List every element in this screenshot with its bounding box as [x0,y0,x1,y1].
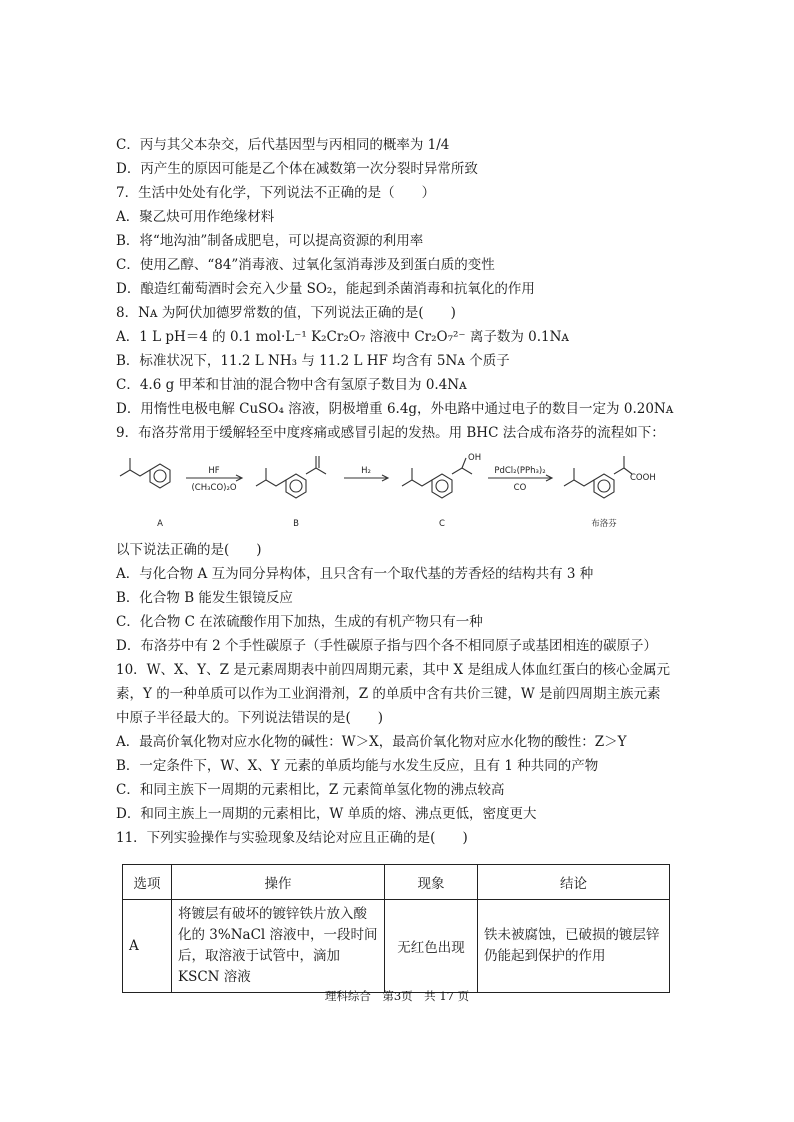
compound-a-label: A [157,519,163,529]
q9-option-a: A．与化合物 A 互为同分异构体，且只含有一个取代基的芳香烃的结构共有 3 种 [116,566,594,582]
compound-b-label: B [293,519,299,529]
reagent-1-top: HF [208,466,220,476]
page-footer: 理科综合 第3页 共 17 页 [324,989,470,1003]
question-7-stem: 7．生活中处处有化学，下列说法不正确的是（ ） [116,185,436,201]
q8-option-a: A．1 L pH＝4 的 0.1 mol·L⁻¹ K₂Cr₂O₇ 溶液中 Cr₂O₇²⁻ 离子数为 0.1Nᴀ [116,329,570,345]
question-9-stem: 9．布洛芬常用于缓解轻至中度疼痛或感冒引起的发热。用 BHC 法合成布洛芬的流程如下： [116,425,665,441]
carboxyl-label: COOH [630,473,656,483]
q10-option-a: A．最高价氧化物对应水化物的碱性：W＞X，最高价氧化物对应水化物的酸性：Z＞Y [116,734,627,750]
ibuprofen-structure [564,456,632,498]
text-line: D．丙产生的原因可能是乙个体在减数第一次分裂时异常所致 [116,161,478,177]
q9-prompt: 以下说法正确的是( ) [116,542,262,558]
q7-option-a: A．聚乙炔可用作绝缘材料 [116,209,275,225]
q9-option-b: B．化合物 B 能发生银镜反应 [116,590,293,606]
ibuprofen-label: 布洛芬 [591,519,617,529]
compound-a-structure [120,458,170,488]
ibuprofen-synthesis-scheme [116,448,676,540]
q8-option-d: D．用惰性电极电解 CuSO₄ 溶液，阴极增重 6.4g，外电路中通过电子的数目一定为 0.20Nᴀ [116,401,674,417]
row-conclusion: 铁未被腐蚀，已破损的镀层锌仍能起到保护的作用 [478,900,670,993]
reaction-scheme-svg [116,448,676,540]
header-operation: 操作 [172,865,385,900]
compound-c-label: C [439,519,445,529]
q9-option-c: C．化合物 C 在浓硫酸作用下加热，生成的有机产物只有一种 [116,614,483,630]
question-10-stem-line-3: 中原子半径最大的。下列说法错误的是( ) [116,710,384,726]
reagent-3-bottom: CO [513,483,527,493]
text-block-top [116,133,676,445]
header-phenomenon: 现象 [385,865,478,900]
question-10-stem-line-1: 10．W、X、Y、Z 是元素周期表中前四周期元素，其中 X 是组成人体血红蛋白的核心金属元 [116,662,670,678]
reagent-2-top: H₂ [361,466,371,476]
question-10-stem-line-2: 素，Y 的一种单质可以作为工业润滑剂，Z 的单质中含有共价三键，W 是前四周期主族元素 [116,686,661,702]
header-option: 选项 [123,865,172,900]
q7-option-d: D．酿造红葡萄酒时会充入少量 SO₂，能起到杀菌消毒和抗氧化的作用 [116,281,535,297]
question-8-stem: 8．Nᴀ 为阿伏加德罗常数的值，下列说法正确的是( ) [116,305,456,321]
q7-option-b: B．将“地沟油”制备成肥皂，可以提高资源的利用率 [116,233,424,249]
q10-option-d: D．和同主族上一周期的元素相比，W 单质的熔、沸点更低，密度更大 [116,806,537,822]
compound-c-structure [402,458,472,498]
question-11-stem: 11．下列实验操作与实验现象及结论对应且正确的是( ) [116,830,468,846]
q10-option-c: C．和同主族下一周期的元素相比，Z 元素简单氢化物的沸点较高 [116,782,505,798]
text-block-bottom [116,538,676,850]
reagent-1-bottom: (CH₃CO)₂O [191,483,237,493]
reagent-3-top: PdCl₂(PPh₃)₂ [494,466,546,476]
compound-b-structure [256,456,326,498]
q8-option-b: B．标准状况下，11.2 L NH₃ 与 11.2 L HF 均含有 5Nᴀ 个质子 [116,353,510,369]
q8-option-c: C．4.6 g 甲苯和甘油的混合物中含有氢原子数目为 0.4Nᴀ [116,377,467,393]
q10-option-b: B．一定条件下，W、X、Y 元素的单质均能与水发生反应，且有 1 种共同的产物 [116,758,599,774]
row-operation: 将镀层有破坏的镀锌铁片放入酸化的 3%NaCl 溶液中，一段时间后，取溶液于试管中，滴加 KSCN 溶液 [172,900,385,993]
hydroxyl-label: OH [468,453,482,463]
table-row [123,900,670,993]
q7-option-c: C．使用乙醇、“84”消毒液、过氧化氢消毒涉及到蛋白质的变性 [116,257,495,273]
table-header-row [123,865,670,900]
header-conclusion: 结论 [478,865,670,900]
row-phenomenon: 无红色出现 [385,900,478,993]
experiment-table [122,864,670,993]
q9-option-d: D．布洛芬中有 2 个手性碳原子（手性碳原子指与四个各不相同原子或基团相连的碳原子） [116,638,657,654]
text-line: C．丙与其父本杂交，后代基因型与丙相同的概率为 1/4 [116,137,450,153]
row-option: A [123,900,172,993]
